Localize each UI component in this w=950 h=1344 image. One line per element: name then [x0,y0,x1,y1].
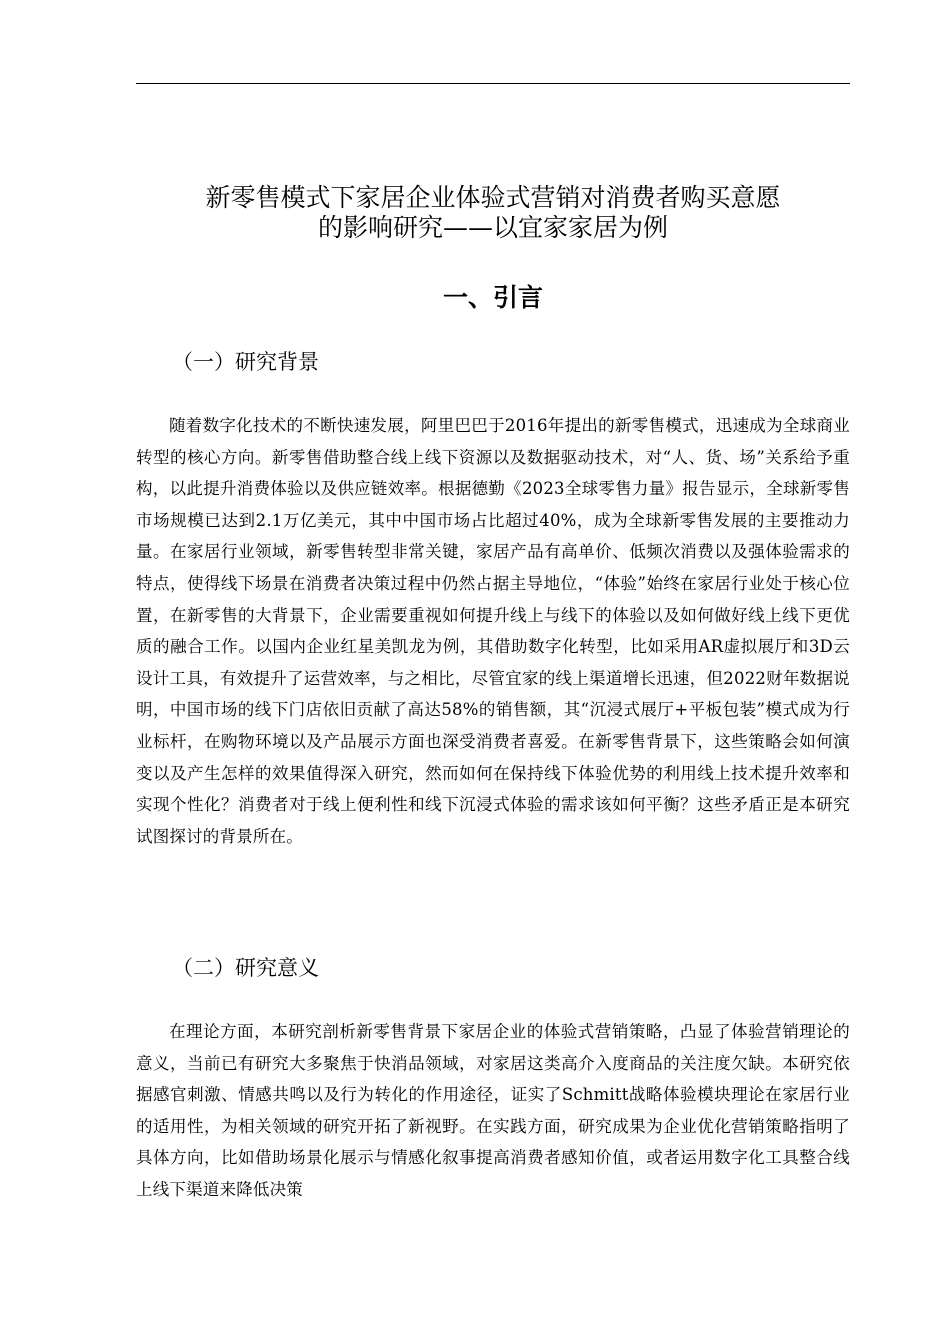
section-heading-introduction: 一、引言 [442,283,543,312]
document-title-line-1: 新零售模式下家居企业体验式营销对消费者购买意愿 [205,183,781,212]
paragraph-background: 随着数字化技术的不断快速发展，阿里巴巴于2016年提出的新零售模式，迅速成为全球商业转型的核心方向。新零售借助整合线上线下资源以及数据驱动技术，对“人、货、场”关系给予重构，以此提升消费体验以及供应链效率。根据德勤《2023全球零售力量》报告显示，全球新零售市场规模已达到2.1万亿美元，其中中国市场占比超过40%，成为全球新零售发展的主要推动力量。在家居行业领域，新零售转型非常关键，家居产品有高单价、低频次消费以及强体验需求的特点，使得线下场景在消费者决策过程中仍然占据主导地位，“体验”始终在家居行业处于核心位置，在新零售的大背景下，企业需要重视如何提升线上与线下的体验以及如何做好线上线下更优质的融合工作。以国内企业红星美凯龙为例，其借助数字化转型，比如采用AR虚拟展厅和3D云设计工具，有效提升了运营效率，与之相比，尽管宜家的线上渠道增长迅速，但2022财年数据说明，中国市场的线下门店依旧贡献了高达58%的销售额，其“沉浸式展厅+平板包装”模式成为行业标杆，在购物环境以及产品展示方面也深受消费者喜爱。在新零售背景下，这些策略会如何演变以及产生怎样的效果值得深入研究，然而如何在保持线下体验优势的利用线上技术提升效率和实现个性化？消费者对于线上便利性和线下沉浸式体验的需求该如何平衡？这些矛盾正是本研究试图探讨的背景所在。 [136,416,850,846]
document-title [136,183,850,243]
document-title-line-2: 的影响研究——以宜家家居为例 [317,213,668,242]
subsection-heading-significance: （二）研究意义 [172,956,319,980]
subsection-heading-background: （一）研究背景 [172,350,319,374]
paragraph-significance: 在理论方面，本研究剖析新零售背景下家居企业的体验式营销策略，凸显了体验营销理论的意义，当前已有研究大多聚焦于快消品领域，对家居这类高介入度商品的关注度欠缺。本研究依据感官刺激、情感共鸣以及行为转化的作用途径，证实了Schmitt战略体验模块理论在家居行业的适用性，为相关领域的研究开拓了新视野。在实践方面，研究成果为企业优化营销策略指明了具体方向，比如借助场景化展示与情感化叙事提高消费者感知价值，或者运用数字化工具整合线上线下渠道来降低决策 [136,1022,850,1199]
header-rule [136,83,850,84]
